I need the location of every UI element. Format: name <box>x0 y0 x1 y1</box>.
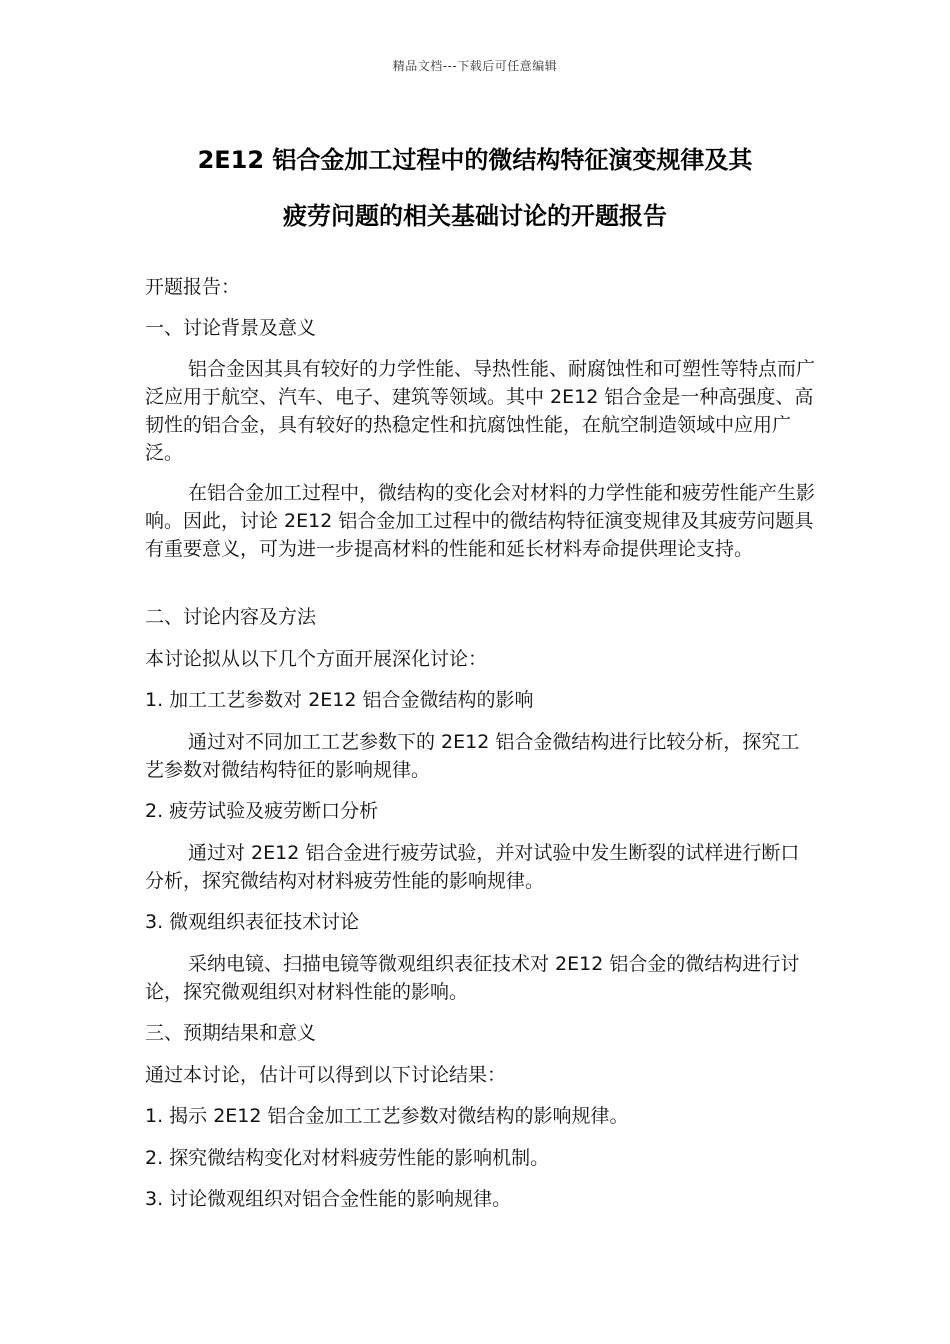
item1-heading <box>145 686 815 714</box>
item3-heading <box>145 908 815 936</box>
section1-heading <box>145 314 815 342</box>
section3-heading-text: 三、预期结果和意义 <box>145 1022 317 1044</box>
result-3-text: 3. 讨论微观组织对铝合金性能的影响规律。 <box>145 1188 512 1210</box>
section2-intro-text: 本讨论拟从以下几个方面开展深化讨论： <box>145 648 488 670</box>
item3-paragraph-text: 采纳电镜、扫描电镜等微观组织表征技术对 2E12 铝合金的微结构进行讨论，探究微观组织对材料性能的影响。 <box>145 953 800 1003</box>
item2-paragraph-text: 通过对 2E12 铝合金进行疲劳试验，并对试验中发生断裂的试样进行断口分析，探究微结构对材料疲劳性能的影响规律。 <box>145 842 800 892</box>
section1-heading-text: 一、讨论背景及意义 <box>145 317 317 339</box>
item2-heading <box>145 797 815 825</box>
section1-paragraph-1 <box>145 355 815 467</box>
item1-heading-text: 1. 加工工艺参数对 2E12 铝合金微结构的影响 <box>145 689 534 711</box>
section1-paragraph-2 <box>145 479 815 563</box>
item3-heading-text: 3. 微观组织表征技术讨论 <box>145 911 360 933</box>
result-1 <box>145 1102 815 1130</box>
item2-paragraph <box>145 839 815 895</box>
item2-heading-text: 2. 疲劳试验及疲劳断口分析 <box>145 800 379 822</box>
section2-heading <box>145 603 815 631</box>
opening-label-text: 开题报告： <box>145 276 241 298</box>
result-1-text: 1. 揭示 2E12 铝合金加工工艺参数对微结构的影响规律。 <box>145 1105 629 1127</box>
result-3 <box>145 1185 815 1213</box>
section1-paragraph-1-text: 铝合金因其具有较好的力学性能、导热性能、耐腐蚀性和可塑性等特点而广泛应用于航空、汽车、电子、建筑等领域。其中 2E12 铝合金是一种高强度、高韧性的铝合金，具有较好的热稳定性和抗腐蚀性能，在航空制造领域中应用广泛。 <box>145 358 816 464</box>
item1-paragraph-text: 通过对不同加工工艺参数下的 2E12 铝合金微结构进行比较分析，探究工艺参数对微结构特征的影响规律。 <box>145 731 800 781</box>
item3-paragraph <box>145 950 815 1006</box>
item1-paragraph <box>145 728 815 784</box>
document-title-line-1: 2E12 铝合金加工过程中的微结构特征演变规律及其 <box>197 146 753 174</box>
result-2 <box>145 1144 815 1172</box>
section1-paragraph-2-text: 在铝合金加工过程中，微结构的变化会对材料的力学性能和疲劳性能产生影响。因此，讨论 2E12 铝合金加工过程中的微结构特征演变规律及其疲劳问题具有重要意义，可为进一步提高材料的性能和延长材料寿命提供理论支持。 <box>145 482 816 560</box>
result-2-text: 2. 探究微结构变化对材料疲劳性能的影响机制。 <box>145 1147 550 1169</box>
section3-intro-text: 通过本讨论，估计可以得到以下讨论结果： <box>145 1064 507 1086</box>
section2-heading-text: 二、讨论内容及方法 <box>145 606 317 628</box>
document-title-line-2: 疲劳问题的相关基础讨论的开题报告 <box>283 202 667 230</box>
header-note: 精品文档---下载后可任意编辑 <box>392 59 558 73</box>
opening-label <box>145 273 815 301</box>
section3-intro <box>145 1061 815 1089</box>
section2-intro <box>145 645 815 673</box>
section3-heading <box>145 1019 815 1047</box>
